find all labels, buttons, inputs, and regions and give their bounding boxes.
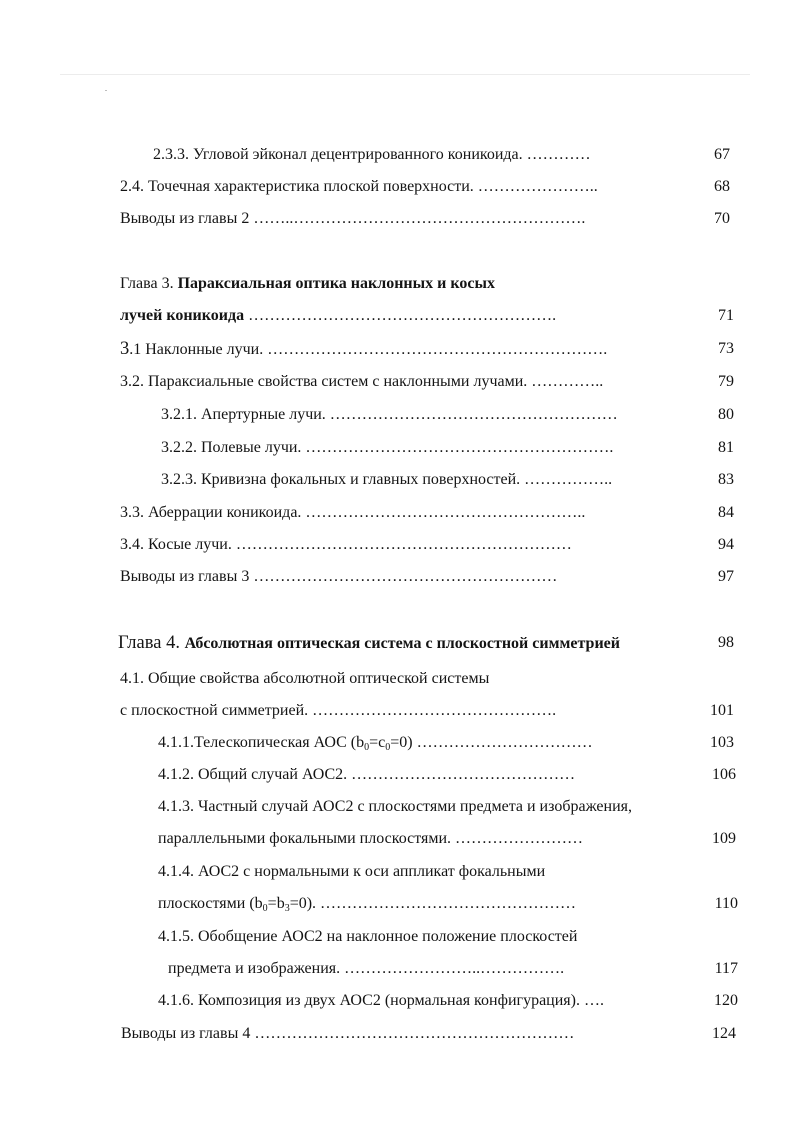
toc-page-4-1-3: 109 [712, 830, 736, 847]
toc-entry-3-1-big-digit: 3 [120, 339, 130, 359]
toc-page-3-3: 84 [718, 504, 734, 521]
toc-entry-3-1-text: .1 Наклонные лучи. ………………………………………………………. [129, 341, 608, 358]
toc-entry-2-3-3: 2.3.3. Угловой эйконал децентрированного коникоида. ………… [153, 146, 591, 163]
chapter-3-prefix: Глава 3. [120, 275, 178, 292]
toc-page-4-1-5: 117 [714, 960, 738, 977]
toc-page-3-2-1: 80 [718, 406, 734, 423]
toc-entry-4-1-3-cont: параллельными фокальными плоскостями. …………………… [158, 830, 584, 847]
chapter-4-heading [118, 633, 620, 654]
toc-entry-4-1-4: 4.1.4. АОС2 с нормальными к оси аппликат фокальными [158, 863, 546, 880]
scan-edge-line [60, 74, 750, 75]
toc-entry-4-1-1-text: 4.1.1.Телескопическая АОС (b [158, 734, 365, 751]
chapter-3-heading [120, 274, 495, 294]
toc-entry-4-1-2: 4.1.2. Общий случай АОС2. …………………………………… [158, 766, 576, 783]
toc-entry-4-1-cont: с плоскостной симметрией. ………………………………………. [120, 702, 557, 719]
toc-page-4-1: 101 [710, 702, 734, 719]
toc-entry-4-1-4-tail: =0). ………………………………………… [289, 895, 577, 912]
toc-page-conclusions-2: 70 [714, 210, 730, 227]
subscript: 0 [385, 742, 391, 753]
chapter-4-prefix: Глава 4. [118, 633, 185, 653]
toc-entry-4-1-3: 4.1.3. Частный случай АОС2 с плоскостями предмета и изображения, [158, 798, 633, 815]
toc-entry-4-1-6: 4.1.6. Композиция из двух АОС2 (нормальная конфигурация). …. [158, 992, 604, 1009]
toc-entry-conclusions-3: Выводы из главы 3 ………………………………………………… [120, 568, 558, 585]
toc-page-3-2: 79 [718, 373, 734, 390]
toc-entry-4-1: 4.1. Общие свойства абсолютной оптической системы [120, 670, 490, 687]
toc-entry-4-1-4-cont [158, 894, 576, 914]
toc-entry-conclusions-4: Выводы из главы 4 …………………………………………………… [121, 1025, 575, 1042]
toc-entry-4-1-1-mid: =c [369, 734, 386, 751]
toc-page-chapter-4: 98 [718, 634, 734, 651]
toc-entry-3-3: 3.3. Аберрации коникоида. …………………………………………….. [120, 504, 586, 521]
subscript: 0 [262, 903, 268, 914]
scan-speck [105, 90, 107, 91]
subscript: 3 [284, 903, 290, 914]
toc-entry-4-1-4-mid: =b [267, 895, 285, 912]
toc-page-4-1-1: 103 [710, 734, 734, 751]
toc-entry-4-1-1-tail: =0) …………………………… [390, 734, 593, 751]
toc-entry-4-1-1 [158, 733, 593, 753]
toc-entry-3-2-1: 3.2.1. Апертурные лучи. ……………………………………………… [161, 406, 618, 423]
toc-page-4-1-6: 120 [714, 992, 738, 1009]
toc-entry-3-4: 3.4. Косые лучи. ……………………………………………………… [120, 536, 572, 553]
toc-entry-3-2-2: 3.2.2. Полевые лучи. …………………………………………………. [161, 439, 614, 456]
toc-page-2-4: 68 [714, 178, 730, 195]
toc-entry-3-1 [120, 339, 607, 360]
toc-page-3-1: 73 [718, 340, 734, 357]
chapter-3-leader: …………………………………………………. [244, 307, 557, 324]
toc-page-4-1-2: 106 [712, 766, 736, 783]
toc-entry-2-4: 2.4. Точечная характеристика плоской поверхности. ………………….. [120, 178, 598, 195]
toc-entry-3-2: 3.2. Параксиальные свойства систем с наклонными лучами. ………….. [120, 373, 604, 390]
toc-entry-4-1-5-cont: предмета и изображения. ……………………..……………. [168, 960, 565, 977]
toc-page-3-4: 94 [718, 536, 734, 553]
toc-page-2-3-3: 67 [714, 146, 730, 163]
subscript: 0 [364, 742, 370, 753]
chapter-3-title-cont: лучей коникоида [120, 307, 245, 324]
toc-page-chapter-3: 71 [718, 307, 734, 324]
toc-entry-4-1-5: 4.1.5. Обобщение АОС2 на наклонное положение плоскостей [158, 928, 578, 945]
toc-page-3-2-3: 83 [718, 471, 734, 488]
chapter-4-title: Абсолютная оптическая система с плоскостной симметрией [184, 635, 620, 652]
toc-entry-conclusions-2: Выводы из главы 2 ……..………………………………………………. [120, 210, 586, 227]
toc-entry-4-1-4-text: плоскостями (b [158, 895, 263, 912]
chapter-3-title: Параксиальная оптика наклонных и косых [177, 275, 495, 292]
toc-entry-3-2-3: 3.2.3. Кривизна фокальных и главных поверхностей. …………….. [161, 471, 613, 488]
toc-page-3-2-2: 81 [718, 439, 734, 456]
toc-page-4-1-4: 110 [714, 895, 738, 912]
chapter-3-heading-cont [120, 306, 556, 326]
toc-page-conclusions-4: 124 [712, 1025, 736, 1042]
toc-page-conclusions-3: 97 [718, 568, 734, 585]
